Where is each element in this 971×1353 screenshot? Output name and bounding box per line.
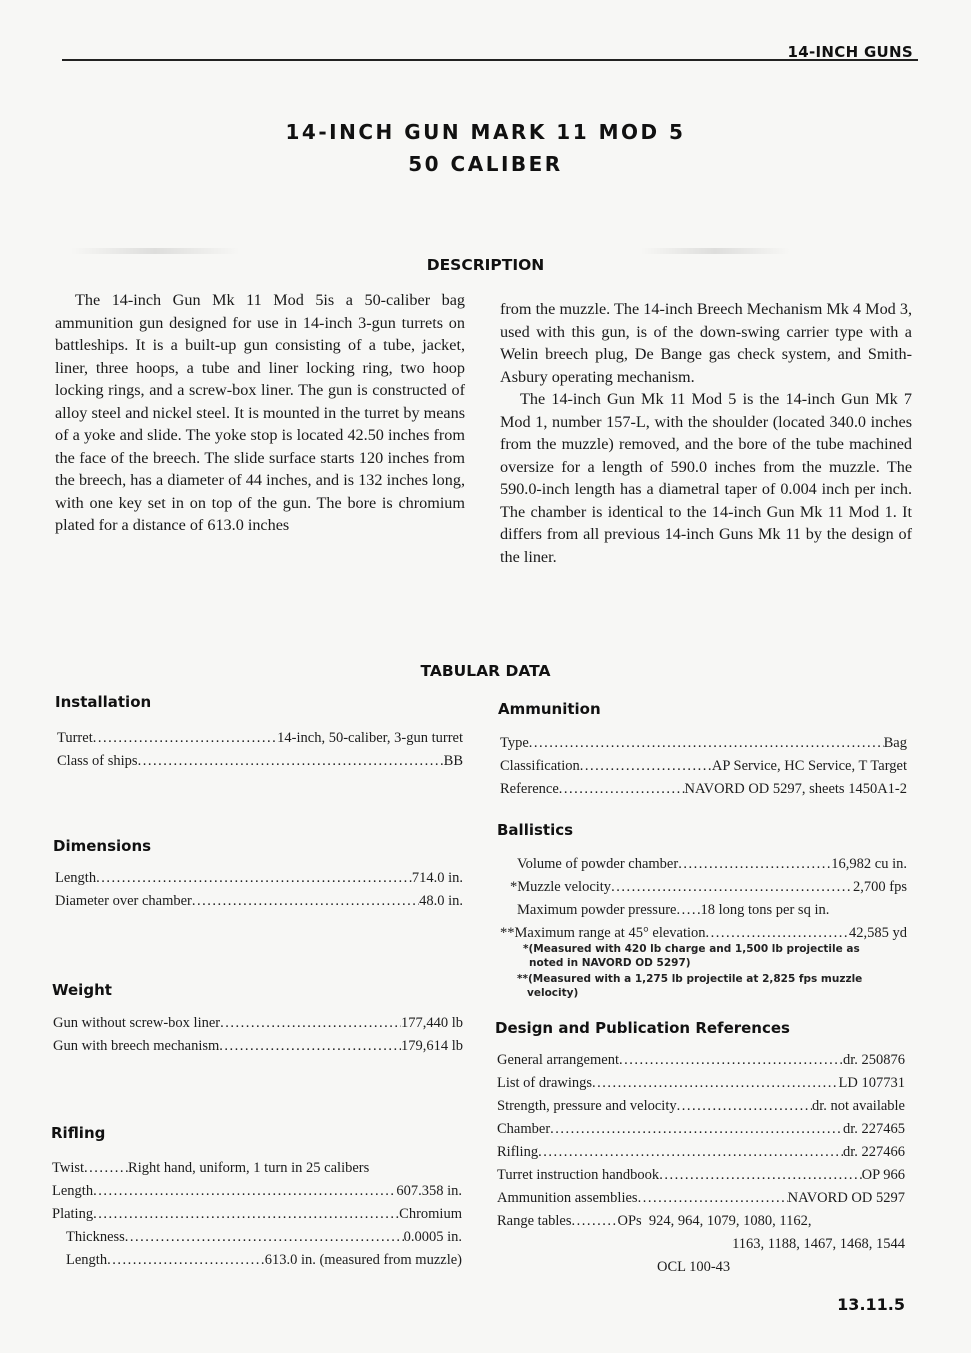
row-value: OCL 100-43 [657,1259,731,1275]
table-row [500,876,907,899]
row-value: 613.0 in. (measured from muzzle) [264,1252,462,1268]
table-row [497,1164,905,1187]
weight-table [53,1012,463,1058]
table-row-continuation [497,1256,905,1279]
row-label: Plating [52,1206,94,1222]
row-label: *Muzzle velocity [510,879,612,895]
row-value: dr. 227465 [842,1121,905,1137]
section-label: 14-INCH GUNS [787,43,913,61]
row-value: AP Service, HC Service, T Target [711,758,907,774]
row-label: Maximum powder pressure [517,902,677,918]
row-label: Twist [52,1160,85,1176]
table-row [497,1118,905,1141]
table-row [52,1226,462,1249]
row-value: Bag [883,735,907,751]
rifling-heading: Rifling [51,1124,106,1142]
row-value: 1163, 1188, 1467, 1468, 1544 [732,1236,905,1252]
row-label: Strength, pressure and velocity [497,1098,677,1114]
row-label: General arrangement [497,1052,619,1068]
row-value: 42,585 yd [849,925,907,941]
installation-heading: Installation [55,693,152,711]
row-value: dr. 227466 [842,1144,905,1160]
description-paragraph: The 14-inch Gun Mk 11 Mod 5is a 50-caliber bag ammunition gun designed for use in 14-inch 3-gun turrets on battleships. It is a built-up gun consisting of a tube, jacket, liner, three hoops, a tube and liner locking ring, two hoop locking rings, and a screw-box liner. The gun is constructed of alloy steel and nickel steel. It is mounted in the turret by means of a yoke and slide. The yoke stop is located 42.50 inches from the face of the breech. The slide surface starts 120 inches from the breech, has a diameter of 44 inches, and is 132 inches long, with one key set in on top of the gun. The bore is chromium plated for a distance of 613.0 inches [55,291,465,534]
row-value: 2,700 fps [853,879,907,895]
row-value: LD 107731 [838,1075,905,1091]
row-value: BB [443,753,463,769]
table-row [52,1203,462,1226]
table-row [53,1012,463,1035]
row-label: Length [66,1252,108,1268]
scan-smudge [70,248,240,254]
description-paragraph: from the muzzle. The 14-inch Breech Mechanism Mk 4 Mod 3, used with this gun, is of the down-swing carrier type with a Welin breech plug, De Bange gas check system, and Smith-Asbury operating mechanism. [500,300,912,386]
row-label: Volume of powder chamber [517,856,679,872]
table-row [52,1249,462,1272]
table-row-continuation [497,1233,905,1256]
row-value: dr. not available [811,1098,905,1114]
table-row [497,1210,905,1233]
table-row [53,1035,463,1058]
table-row [500,899,907,922]
row-label: Gun without screw-box liner [53,1015,221,1031]
row-label: Classification [500,758,580,774]
row-label: Reference [500,781,559,797]
page-number: 13.11.5 [837,1295,905,1314]
row-label: Length [55,870,97,886]
description-paragraph: The 14-inch Gun Mk 11 Mod 5 is the 14-inch Gun Mk 7 Mod 1, number 157-L, with the shoulder (located 340.0 inches from the muzzle) removed, and the bore of the tube machined oversize for a length of 590.0 inches from the muzzle. The 590.0-inch length has a diametral taper of 0.004 inch per inch. The chamber is identical to the 14-inch Gun Mk 11 Mod 1. It differs from all previous 14-inch Guns Mk 11 by the design of the liner. [500,390,912,566]
row-label: Length [52,1183,94,1199]
row-label: **Maximum range at 45° elevation [500,925,706,941]
tabular-data-heading: TABULAR DATA [420,662,551,680]
footnote-maximum-range: **(Measured with a 1,275 lb projectile at 2,825 fps muzzle velocity) [517,973,863,999]
ammunition-heading: Ammunition [498,700,601,718]
row-label: Rifling [497,1144,539,1160]
table-row [57,750,463,773]
ballistics-table [500,853,907,945]
row-label: Turret [57,730,93,746]
row-label: Turret instruction handbook [497,1167,660,1183]
row-value: dr. 250876 [842,1052,905,1068]
row-label: Class of ships [57,753,138,769]
table-row [497,1095,905,1118]
table-row [497,1072,905,1095]
row-label: Chamber [497,1121,551,1137]
table-row [497,1141,905,1164]
table-row [52,1180,462,1203]
page-title: 14-INCH GUN MARK 11 MOD 5 [285,120,686,144]
table-row [52,1157,462,1180]
ballistics-heading: Ballistics [497,821,574,839]
installation-table [57,727,463,773]
row-value: OPs 924, 964, 1079, 1080, 1162, [617,1213,812,1229]
references-table [497,1049,905,1279]
weight-heading: Weight [52,981,112,999]
table-row [55,867,463,890]
row-value: 179,614 lb [400,1038,463,1054]
table-row [500,732,907,755]
row-label: Thickness [66,1229,125,1245]
table-row [57,727,463,750]
row-value: 177,440 lb [400,1015,463,1031]
row-value: NAVORD OD 5297, sheets 1450A1-2 [684,781,907,797]
row-label: Gun with breech mechanism [53,1038,220,1054]
references-heading: Design and Publication References [495,1019,790,1037]
row-label: List of drawings [497,1075,593,1091]
table-row [500,755,907,778]
dimensions-table [55,867,463,913]
row-value: NAVORD OD 5297 [787,1190,905,1206]
description-right-column [500,298,912,568]
page-subtitle: 50 CALIBER [408,152,563,176]
row-label: Type [500,735,529,751]
rifling-table [52,1157,462,1272]
row-label: Range tables [497,1213,572,1229]
row-value: Chromium [399,1206,462,1222]
description-heading: DESCRIPTION [426,256,545,274]
footnote-muzzle-velocity: *(Measured with 420 lb charge and 1,500 lb projectile as noted in NAVORD OD 5297) [523,943,860,969]
row-value: 0.0005 in. [403,1229,462,1245]
row-label: Ammunition assemblies [497,1190,638,1206]
row-value: 48.0 in. [419,893,463,909]
table-row [55,890,463,913]
ammunition-table [500,732,907,801]
row-value: 607.358 in. [396,1183,462,1199]
row-value: 14-inch, 50-caliber, 3-gun turret [277,730,463,746]
table-row [500,853,907,876]
table-row [497,1049,905,1072]
description-left-column [55,289,465,537]
row-value: 16,982 cu in. [831,856,907,872]
row-value: Right hand, uniform, 1 turn in 25 calibers [128,1160,370,1176]
table-row [497,1187,905,1210]
row-value: OP 966 [861,1167,905,1183]
row-label: Diameter over chamber [55,893,192,909]
table-row [500,778,907,801]
row-value: 18 long tons per sq in. [700,902,830,918]
row-value: 714.0 in. [411,870,463,886]
dimensions-heading: Dimensions [53,837,152,855]
scan-smudge [640,248,790,254]
